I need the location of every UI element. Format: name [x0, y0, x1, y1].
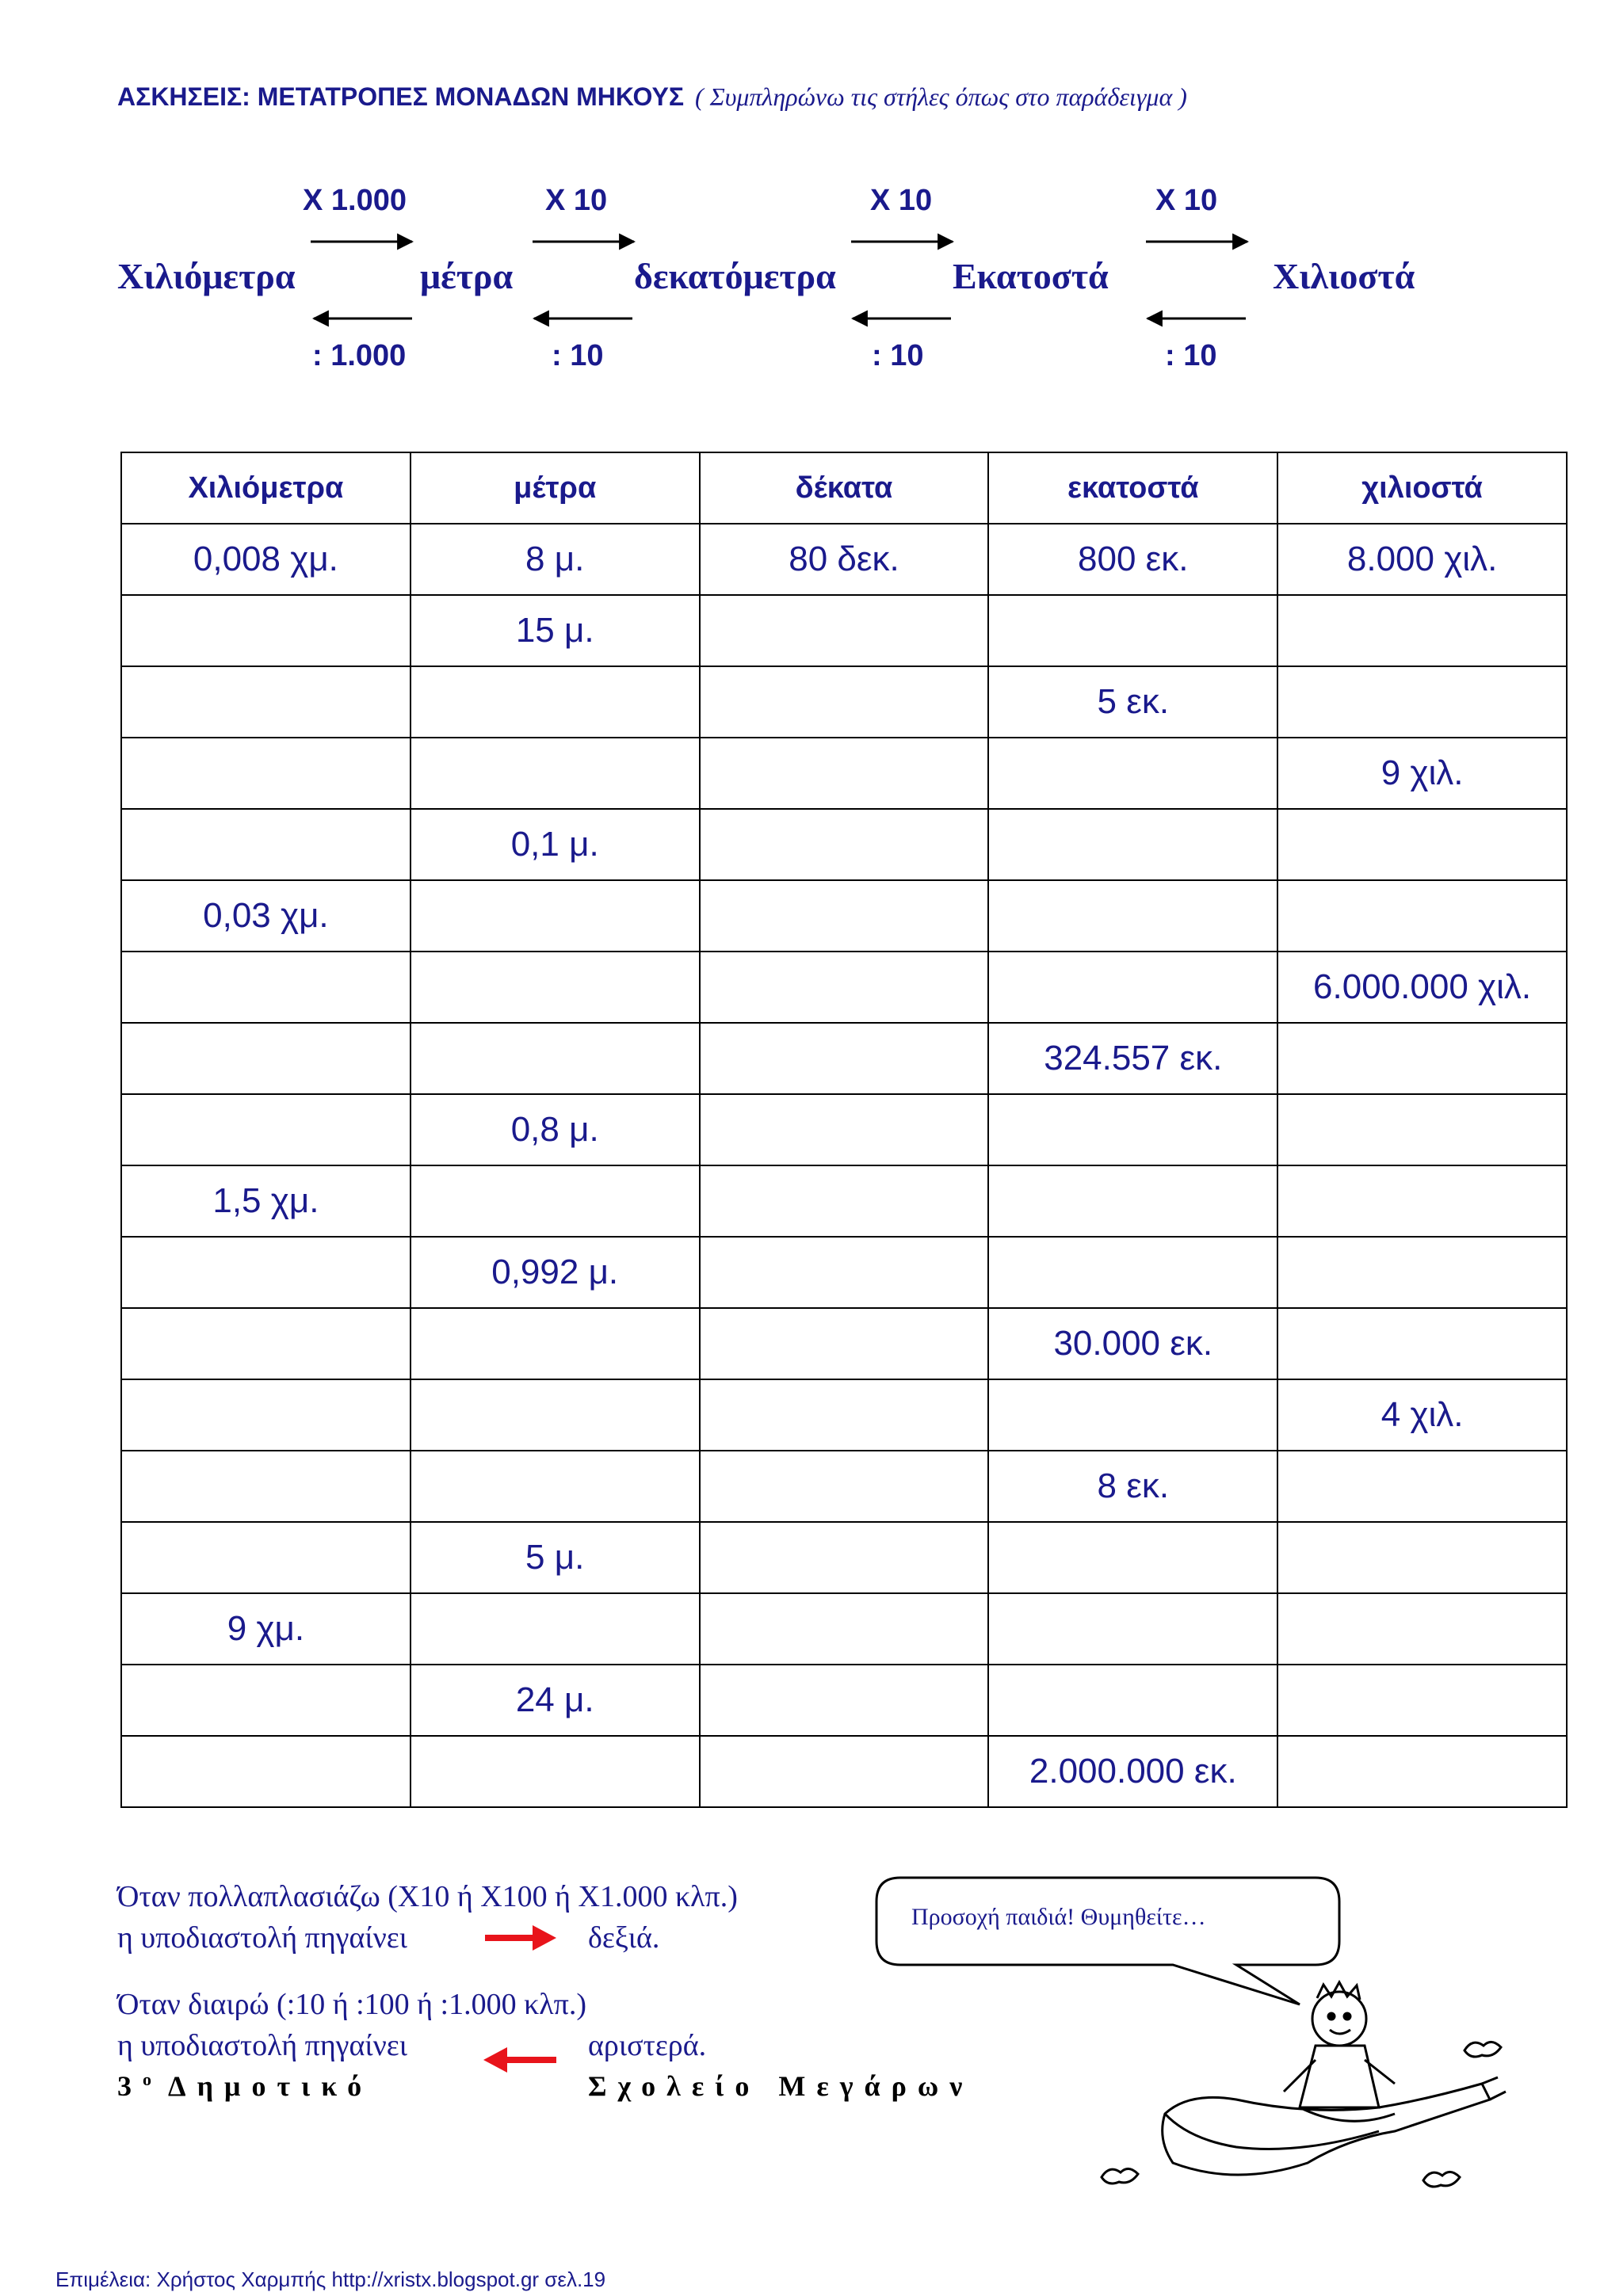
divide-rule-direction: αριστερά. — [588, 2029, 707, 2062]
given-value-cell: 9 χμ. — [121, 1593, 411, 1665]
multiply-rule-line1: Όταν πολλαπλασιάζω (Χ10 ή Χ100 ή Χ1.000 κλπ.) — [117, 1880, 738, 1913]
multiply-rule-direction: δεξιά. — [588, 1921, 660, 1955]
multiplier-dm-to-cm: Χ 10 — [870, 184, 933, 217]
multiplier-cm-to-mm: Χ 10 — [1155, 184, 1218, 217]
school-grade-ordinal: ο — [143, 2069, 151, 2089]
given-value-cell: 24 μ. — [411, 1665, 700, 1736]
unit-kilometres: Χιλιόμετρα — [117, 256, 296, 296]
red-right-arrow-icon — [485, 1925, 556, 1951]
school-type: Δημοτικό — [168, 2070, 373, 2102]
school-grade: 3 — [117, 2070, 143, 2102]
given-value-cell: 5 εκ. — [988, 666, 1277, 738]
given-value-cell: 2.000.000 εκ. — [988, 1736, 1277, 1807]
worksheet-instructions: ( Συμπληρώνω τις στήλες όπως στο παράδειγμα ) — [695, 82, 1187, 111]
column-header-centimetres: εκατοστά — [988, 452, 1277, 524]
divisor-m-to-km: : 1.000 — [312, 339, 407, 372]
footer-credits: Επιμέλεια: Χρήστος Χαρμπής http://xristx.blogspot.gr σελ.19 — [55, 2267, 606, 2291]
speech-bubble — [876, 1878, 1339, 2004]
unit-metres: μέτρα — [420, 256, 514, 296]
multiplier-m-to-dm: Χ 10 — [545, 184, 608, 217]
column-header-kilometres: Χιλιόμετρα — [121, 452, 411, 524]
unit-decimetres: δεκατόμετρα — [634, 256, 836, 296]
given-value-cell: 30.000 εκ. — [988, 1308, 1277, 1379]
given-value-cell: 324.557 εκ. — [988, 1023, 1277, 1094]
example-cell: 80 δεκ. — [700, 524, 989, 595]
divisor-cm-to-dm: : 10 — [872, 339, 924, 372]
example-cell: 8.000 χιλ. — [1277, 524, 1567, 595]
given-value-cell: 4 χιλ. — [1277, 1379, 1567, 1451]
column-header-metres: μέτρα — [411, 452, 700, 524]
example-cell: 8 μ. — [411, 524, 700, 595]
column-header-millimetres: χιλιοστά — [1277, 452, 1567, 524]
example-cell: 800 εκ. — [988, 524, 1277, 595]
speech-bubble-text: Προσοχή παιδιά! Θυμηθείτε… — [911, 1904, 1206, 1930]
multiplier-km-to-m: Χ 1.000 — [303, 184, 407, 217]
given-value-cell: 0,992 μ. — [411, 1237, 700, 1308]
given-value-cell: 0,8 μ. — [411, 1094, 700, 1165]
unit-millimetres: Χιλιοστά — [1273, 256, 1415, 296]
given-value-cell: 8 εκ. — [988, 1451, 1277, 1522]
worksheet-title: ΑΣΚΗΣΕΙΣ: ΜΕΤΑΤΡΟΠΕΣ ΜΟΝΑΔΩΝ ΜΗΚΟΥΣ — [117, 82, 685, 111]
divide-rule-line2: η υποδιαστολή πηγαίνει — [117, 2029, 407, 2062]
example-cell: 0,008 χμ. — [121, 524, 411, 595]
given-value-cell: 0,03 χμ. — [121, 880, 411, 952]
divisor-mm-to-cm: : 10 — [1165, 339, 1217, 372]
column-header-decimetres: δέκατα — [700, 452, 989, 524]
boy-on-flying-carpet-illustration — [1163, 1982, 1506, 2175]
given-value-cell: 15 μ. — [411, 595, 700, 666]
divisor-dm-to-m: : 10 — [552, 339, 604, 372]
given-value-cell: 5 μ. — [411, 1522, 700, 1593]
given-value-cell: 9 χιλ. — [1277, 738, 1567, 809]
given-value-cell: 6.000.000 χιλ. — [1277, 952, 1567, 1023]
given-value-cell: 0,1 μ. — [411, 809, 700, 880]
unit-centimetres: Εκατοστά — [953, 256, 1109, 296]
school-name-part2: Σχολείο Μεγάρων — [588, 2070, 974, 2102]
multiply-rule-line2: η υποδιαστολή πηγαίνει — [117, 1921, 407, 1955]
divide-rule-line1: Όταν διαιρώ (:10 ή :100 ή :1.000 κλπ.) — [117, 1988, 587, 2021]
given-value-cell: 1,5 χμ. — [121, 1165, 411, 1237]
red-left-arrow-icon — [483, 2047, 556, 2073]
